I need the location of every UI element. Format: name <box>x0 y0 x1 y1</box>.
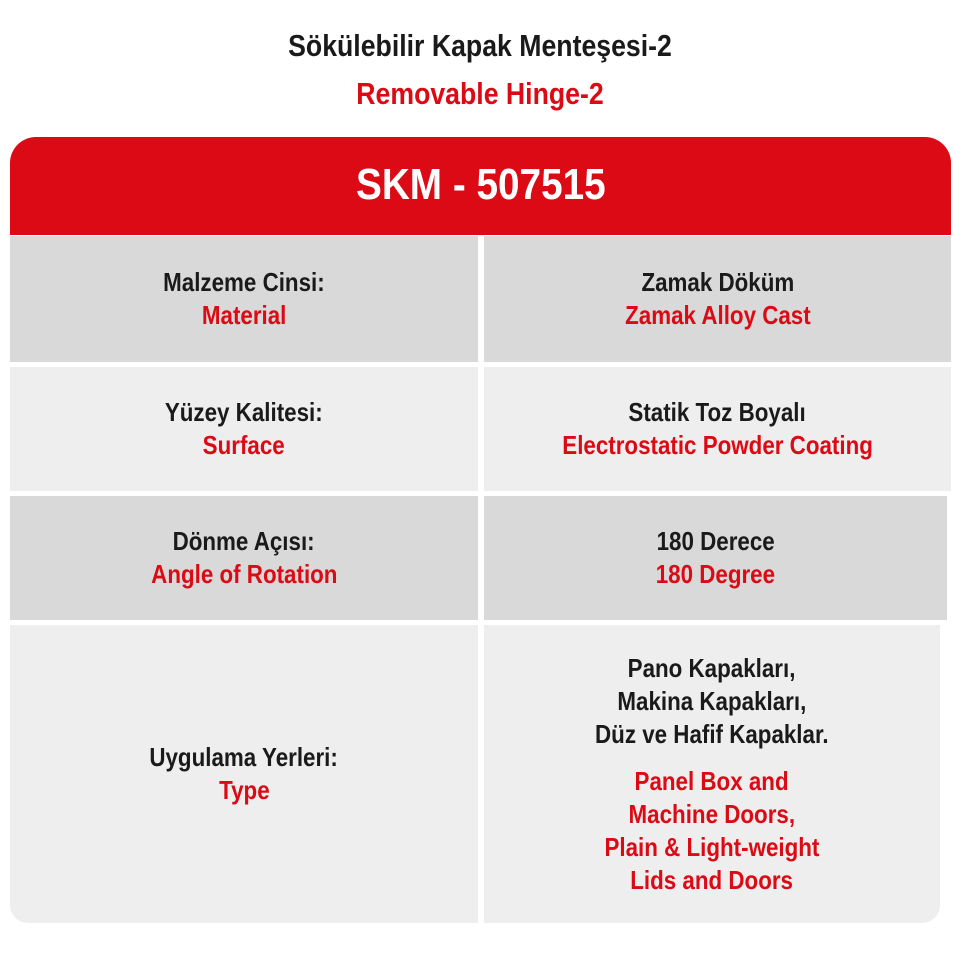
spec-label-tr: Yüzey Kalitesi: <box>165 397 323 427</box>
spec-label-en: Type <box>218 775 270 805</box>
title-turkish: Sökülebilir Kapak Menteşesi-2 <box>288 28 672 63</box>
spec-value-en: Zamak Alloy Cast <box>624 300 811 330</box>
spec-label-tr: Malzeme Cinsi: <box>163 267 325 297</box>
spec-value-tr: 180 Derece <box>656 526 775 556</box>
spec-label-en: Surface <box>202 430 286 460</box>
spec-value-cell-material <box>484 236 951 362</box>
product-code: SKM - 507515 <box>355 160 606 209</box>
spec-label-tr: Dönme Açısı: <box>172 526 316 556</box>
spec-label-cell-type <box>10 625 478 923</box>
spec-label-cell-rotation <box>10 496 478 620</box>
spec-value-cell-surface <box>484 367 951 491</box>
product-code-header <box>10 137 951 235</box>
spec-value-en-line: Plain & Light-weight <box>604 831 820 862</box>
spec-value-en-line: Lids and Doors <box>630 864 794 895</box>
spec-value-tr: Zamak Döküm <box>641 267 794 297</box>
spec-value-cell-rotation <box>484 496 947 620</box>
spec-value-tr-line: Düz ve Hafif Kapaklar. <box>595 718 829 749</box>
spec-value-en: 180 Degree <box>655 559 776 589</box>
spec-label-cell-material <box>10 236 478 362</box>
spec-value-cell-type <box>484 625 940 923</box>
spec-label-en: Material <box>201 300 287 330</box>
spec-label-en: Angle of Rotation <box>150 559 338 589</box>
spec-value-en-line: Panel Box and <box>634 765 790 796</box>
title-english: Removable Hinge-2 <box>356 76 604 111</box>
spec-value-tr-group <box>576 652 848 751</box>
spec-label-cell-surface <box>10 367 478 491</box>
spec-value-en: Electrostatic Powder Coating <box>562 430 873 460</box>
spec-value-en-line: Machine Doors, <box>628 798 796 829</box>
spec-value-tr-line: Pano Kapakları, <box>628 652 796 683</box>
spec-value-tr-line: Makina Kapakları, <box>617 685 807 716</box>
spec-value-en-group <box>587 765 837 897</box>
spec-value-tr: Statik Toz Boyalı <box>628 397 807 427</box>
spec-label-tr: Uygulama Yerleri: <box>149 742 339 772</box>
